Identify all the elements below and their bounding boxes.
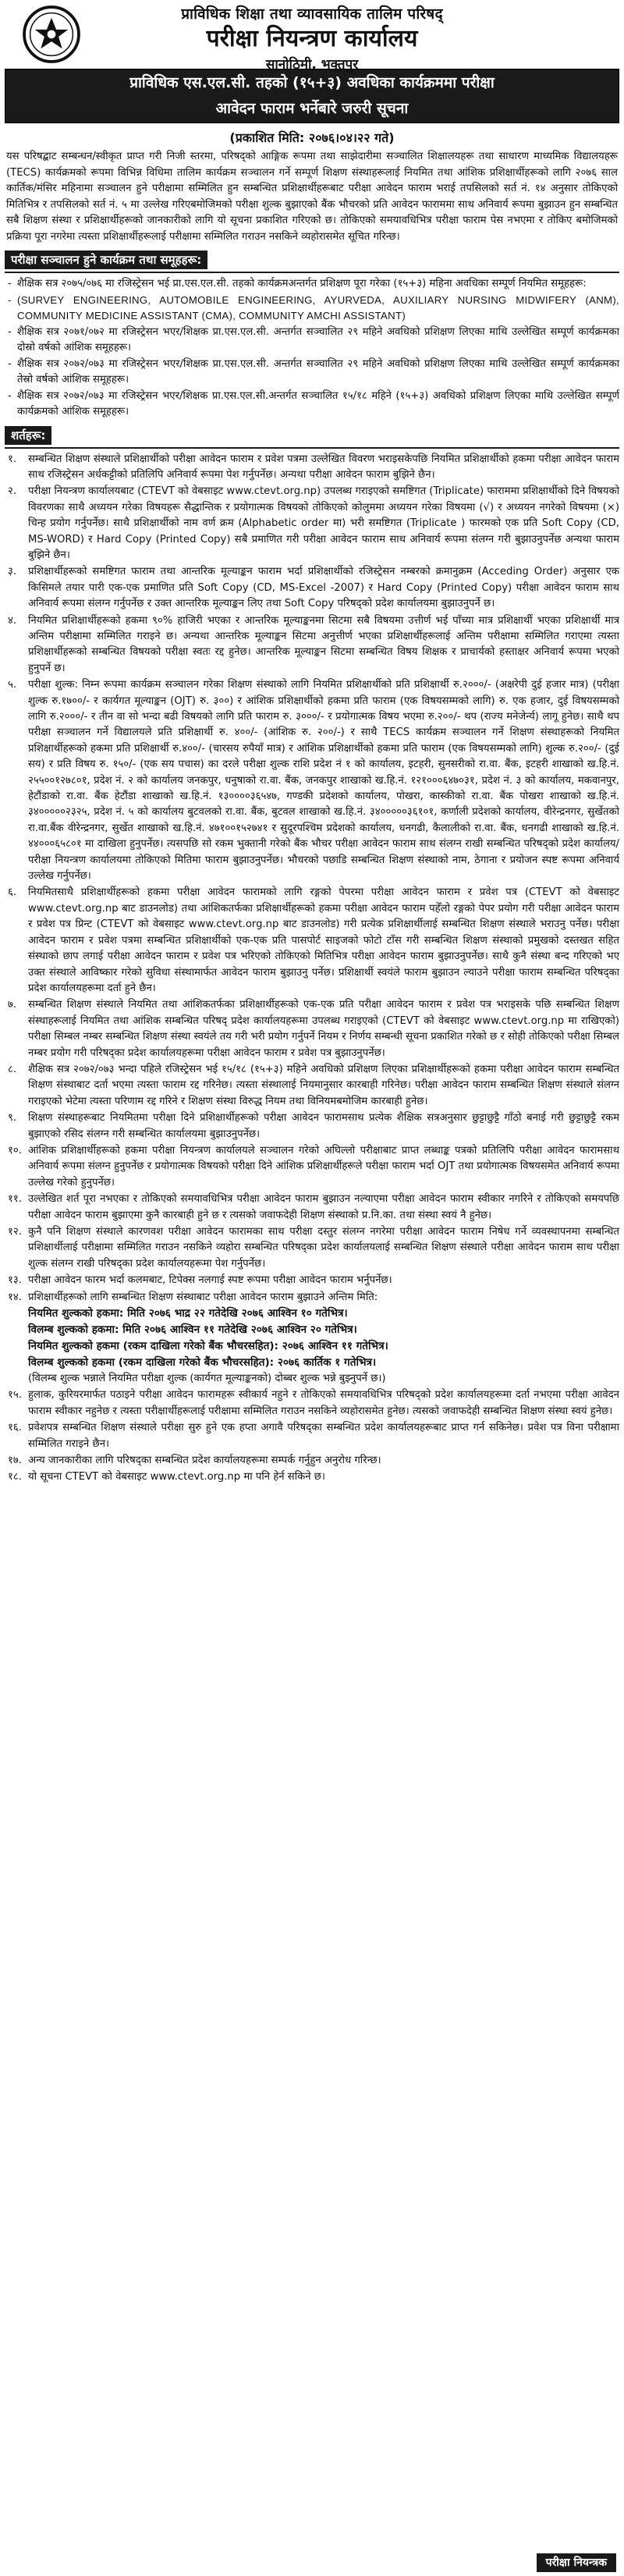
condition-number: ९. — [8, 1112, 17, 1125]
council-name: प्राविधिक शिक्षा तथा व्यावसायिक तालिम परिषद् — [181, 5, 443, 23]
condition-text: प्रशिक्षार्थीहरूको लागि सम्बन्धित शिक्षण संस्थाबाट परीक्षा आवेदन फाराम बुझाउने अन्तिम मिति: — [28, 1291, 378, 1303]
exam-controller-label: परीक्षा नियन्त्रक — [537, 2553, 616, 2572]
condition-text: परीक्षा आवेदन फारम भर्दा कलमबाट, टिपेक्स नलगाई स्पष्ट रूपमा परीक्षा आवेदन फाराम भर्नुपर्नेछ। — [28, 1274, 392, 1287]
condition-number: १८. — [8, 1471, 22, 1483]
conditions-heading: शर्तहरू: — [5, 426, 51, 445]
condition-number: १३. — [8, 1274, 22, 1287]
condition-item — [5, 1062, 619, 1110]
condition-text: प्रशिक्षार्थीहरूको समष्टिगत फाराम तथा आन्तरिक मूल्याङ्कन फाराम भर्दा प्रशिक्षार्थीको रजिस्ट्रेसन नम्बरको क्रमानुक्रम (Acceding Order) अनुसार एक किसिमले तयार पारी एक-एक प्रमाणित प्रति Soft Copy (CD, MS-Excel -2007) र Hard Copy (Printed Copy) परीक्षा आवेदन फाराम साथ अनिवार्य रूपमा संलग्न गर्नुपर्नेछ र उक्त आन्तरिक मूल्याङ्कन लिए तथा Soft Copy परिषद्को प्रदेश कार्यालयमा बुझाउनुपर्ने छ। — [28, 566, 619, 610]
condition-text: यो सूचना CTEVT को वेबसाइट www.ctevt.org.np मा पनि हेर्न सकिने छ। — [28, 1471, 325, 1483]
condition-item — [5, 1110, 619, 1142]
condition-item — [5, 1387, 619, 1419]
condition-item — [5, 484, 619, 563]
condition-item — [5, 1290, 619, 1387]
ctevt-logo-icon — [22, 5, 81, 64]
condition-text: अन्य जानकारीका लागि परिषद्का सम्बन्धित प्रदेश कार्यालयहरूमा सम्पर्क गर्नुहुन अनुरोध गरिन्छ। — [28, 1455, 381, 1467]
signature-footer — [537, 2554, 616, 2570]
deadline-regular-voucher: नियमित शुल्कको हकमा (रकम दाखिला गरेको बैंक भौचरसहित): २०७६ आश्विन ११ गतेभित्र। — [28, 1340, 388, 1353]
condition-item — [5, 1453, 619, 1469]
condition-item — [5, 452, 619, 484]
condition-number: ११. — [8, 1193, 22, 1206]
condition-number: ७. — [8, 999, 17, 1011]
condition-number: २. — [8, 485, 17, 498]
group-item: - शैक्षिक सत्र २०७५/०७६ मा रजिस्ट्रेसन भई प्रा.एस.एल.सी. तहको कार्यक्रमअन्तर्गत प्रशिक्षण पूरा गरेका (१५+३) महिना अवधिका सम्पूर्ण नियमित समूहहरू: — [5, 276, 619, 293]
conditions-list — [5, 452, 619, 1486]
condition-number: १. — [8, 453, 17, 465]
office-location: सानोठिमी, भक्तपुर — [265, 57, 359, 73]
condition-text: कुनै पनि शिक्षण संस्थाले कारणवश परीक्षा आवेदन फारामका साथ परीक्षा दस्तुर संलग्न नगरेमा परीक्षा आवेदन फाराम निषेध गर्ने व्यवस्थापनमा सम्बन्धित प्रशिक्षार्थीलाई परीक्षामा सम्मिलित गराउन नसकिने व्यहोरा सम्बन्धित परिषद्का प्रदेश कार्यालयलाई सम्बन्धित शिक्षण संस्थाले परीक्षा आवेदन फाराम साथ परीक्षा शुल्क संलग्न राखी परिषद्का प्रदेश कार्यालयहरूमा पेश गर्नुपर्नेछ। — [28, 1226, 619, 1270]
condition-number: १०. — [8, 1144, 22, 1157]
condition-text: परीक्षा नियन्त्रण कार्यालयबाट (CTEVT को वेबसाइट www.ctevt.org.np) उपलब्ध गराइएको समष्टिगत (Triplicate) फाराममा प्रशिक्षार्थीको दिने विषयको विवरणका साथै अध्ययन गरेका विषयहरू सैद्धान्तिक र प्रयोगात्मक विषयको तोकिएको कोलुममा अध्ययन गरेका विषयमा (√) र अध्ययन नगरेको विषयमा (×) चिन्ह प्रयोग गर्नुपर्नेछ। साथै प्रशिक्षार्थीको नाम वर्ण क्रम (Alphabetic order मा) भरी समष्टिगत (Triplicate ) फारमको एक प्रति Soft Copy (CD, MS-WORD) र Hard Copy (Printed Copy) सबै प्रमाणित गरी परीक्षा आवेदन फाराम साथ अनिवार्य रूपमा संलग्न गरी बुझाउनुपर्नेछ अन्यथा फाराम बुझिने छैन। — [28, 485, 619, 561]
header — [5, 0, 619, 73]
condition-item — [5, 1469, 619, 1485]
condition-number: १५. — [8, 1389, 22, 1402]
condition-item — [5, 1192, 619, 1224]
group-item: - शैक्षिक सत्र २०७२/०७३ मा रजिस्ट्रेसन भएर/शिक्षक प्रा.एस.एल.सी.अन्तर्गत सञ्चालित १५/१८ महिने (१५+३) अवधिको प्रशिक्षण लिएका माथि उल्लेखित सम्पूर्ण कार्यक्रमको आंशिक समूहहरू। — [5, 389, 619, 421]
condition-number: ४. — [8, 614, 17, 627]
condition-number: ८. — [8, 1063, 17, 1075]
notice-title-line1: प्राविधिक एस.एल.सी. तहको (१५+३) अवधिका कार्यक्रममा परीक्षा — [129, 74, 495, 91]
notice-title-banner — [5, 69, 619, 123]
condition-number: १४. — [8, 1291, 22, 1303]
deadline-list — [28, 1306, 619, 1371]
conditions-section-header — [5, 424, 619, 449]
condition-text: प्रवेशपत्र सम्बन्धित शिक्षण संस्थाले परीक्षा सुरु हुने एक हप्ता अगावै परिषद्का सम्बन्धित प्रदेश कार्यालयहरूबाट प्राप्त गर्न सकिनेछ। प्रवेश पत्र विना परीक्षामा सम्मिलित गराइने छैन। — [28, 1422, 619, 1450]
condition-text: नियमितसाथै प्रशिक्षार्थीहरूको हकमा परीक्षा आवेदन फारामको लागि रङ्गको पेपरमा परीक्षा आवेदन फाराम र प्रवेश पत्र (CTEVT को वेबसाइट www.ctevt.org.np बाट डाउनलोड) तथा आंशिकतर्फका प्रशिक्षार्थीहरूको हकमा परीक्षा आवेदन फाराम पहेँलो रङ्गको पेपर प्रयोग गरी परीक्षा आवेदन फाराम र प्रवेश पत्र प्रिन्ट (CTEVT को वेबसाइट www.ctevt.org.np बाट डाउनलोड) गरी प्रत्येक प्रशिक्षार्थीलाई सम्बन्धित शिक्षण संस्थाले भराउनु पर्नेछ। परीक्षा आवेदन फाराम र प्रवेश पत्रमा सम्बन्धित प्रशिक्षार्थीको एक-एक प्रति पासपोर्ट साइजको फोटो टाँस गरी सम्बन्धित शिक्षण संस्थाको प्रमुखको दस्तखत सहित संस्थाको छाप लगाई परीक्षा आवेदन फाराम र प्रवेश पत्र भरिएको तोकिएको मितिभित्र परीक्षा आवेदन फाराम बुझाउनुपर्नेछ। साथै कुनै संस्था बन्द गरिएको भए उक्त संस्थाले आविष्कार गरेको सुविधा संस्थामार्फत आवेदन फाराम बुझाउनु पर्नेछ। प्रशिक्षार्थी स्वयंले फाराम बुझाउन ल्याउने परीक्षा फाराम सम्बन्धित परिषद्का प्रदेश कार्यालयहरूमा दर्ता हुने छैन। — [28, 886, 619, 994]
group-item: - शैक्षिक सत्र २०७२/०७३ मा रजिस्ट्रेसन भएर/शिक्षक प्रा.एस.एल.सी. अन्तर्गत सञ्चालित २९ महिने अवधिको प्रशिक्षण लिएका माथि उल्लेखित सम्पूर्ण कार्यक्रमका तेस्रो वर्षको आंशिक समूहहरू। — [5, 357, 619, 389]
condition-number: ३. — [8, 566, 17, 578]
condition-text: परीक्षा शुल्क: निम्न रूपमा कार्यक्रम सञ्चालन गरेका शिक्षण संस्थाको लागि नियमित प्रशिक्षार्थीको प्रति प्रशिक्षार्थी रु.२०००/- (अक्षरेपी दुई हजार मात्र) (परीक्षा शुल्क रु.१७००/- र कार्यगत मूल्याङ्कन (OJT) रु. ३००) र आंशिक प्रशिक्षार्थीको हकमा प्रति फाराम (एक विषयसम्मको लागि) रु. एक हजार, दुई विषयसम्मको लागि रु.२०००/- र तीन वा सो भन्दा बढी विषयको लागि प्रति फाराम रु. ३०००/- र प्रयोगात्मक विषय भएमा रु.२००/- थप (राज्य मनेजेर्न्य) लागू हुनेछ। साथै थप परीक्षा सञ्चालन गर्ने विद्यालयले प्रति प्रशिक्षार्थी रु. ४००/- (आंशिक रु. २००/-) र साथै TECS कार्यक्रम सञ्चालन गर्ने शिक्षण संस्थाहरूको नियमित प्रशिक्षार्थीहरूको हकमा प्रति प्रशिक्षार्थी रु.४००/- (चारसय रुपैयाँ मात्र) र आंशिक प्रशिक्षार्थीको हकमा प्रति फाराम (एक विषयसम्मको लागि) शुल्क रु.२००/- (दुई सय) र प्रति विषय रु. १५०/- (एक सय पचास) का दरले परीक्षा शुल्क राशि प्रदेश नं १ को कार्यालय, इटहरी, सुनसरीको रा.वा. बैंक, इटहरी शाखाको ख.हि.नं. २५५००१२७८०१, प्रदेश नं. २ को कार्यालय जनकपुर, धनुषाको रा.वा. बैंक, जनकपुर शाखाको ख.हि.नं. १२१०००६४७०३१, प्रदेश नं. ३ को कार्यालय, मकवानपुर, हेटौंडाको रा.वा. बैंक हेटौंडा शाखाको ख.हि.नं. १३००००३६५४७, गण्डकी प्रदेशको कार्यालय, पोखरा, कास्कीको रा.वा. बैंक पोखरा शाखाको ख.हि.नं. ३४०००००२३२५, प्रदेश नं. ५ को कार्यालय बुटवलको रा.वा. बैंक, बुटवल शाखाको ख.हि.नं. ३४०००००३६१०१, कर्णाली प्रदेशको कार्यालय, वीरेन्द्रनगर, सुर्खेतको रा.वा.बैंक वीरेन्द्रनगर, सुर्खेत शाखाको ख.हि.नं. ४७१००१५२७४१ र सुदूरपश्चिम प्रदेशको कार्यालय, धनगढी, कैलालीको रा.वा. बैंक, धनगढी शाखाको ख.हि.नं. ४४०००६५८०१ मा दाखिला हुनुपर्नेछ। त्यसपछि सो रकम भुक्तानी गरेको बैंक भौचर परीक्षा आवेदन फाराम साथ संलग्न राखी सम्बन्धित परिषद्को प्रदेश कार्यालय/ परीक्षा नियन्त्रण कार्यालयमा तोकिएको मितिमा फाराम बुझाउनुपर्नेछ। भौचरको पछाडि सम्बन्धित शिक्षण संस्थाको नाम, ठेगाना र प्रयोजन स्पष्ट रूपमा अनिवार्य उल्लेख गर्नुपर्नेछ। — [28, 679, 619, 883]
notice-title-line2: आवेदन फाराम भर्नेबारे जरुरी सूचना — [215, 100, 409, 117]
condition-item — [5, 677, 619, 884]
condition-number: १२. — [8, 1226, 22, 1238]
condition-item — [5, 1224, 619, 1272]
condition-item — [5, 1273, 619, 1288]
condition-text: सम्बन्धित शिक्षण संस्थाले प्रशिक्षार्थीको परीक्षा आवेदन फाराम र प्रवेश पत्रमा उल्लेखित विवरण भराइसकेपछि नियमित प्रशिक्षार्थीको हकमा परीक्षा आवेदन फाराम साथ रजिस्ट्रेसन अर्धकट्टीको प्रतिलिपि अनिवार्य रूपमा पेश गर्नुपर्नेछ। अन्यथा परीक्षा आवेदन फाराम बुझिने छैन। — [28, 453, 619, 481]
condition-item — [5, 997, 619, 1061]
condition-text: सम्बन्धित शिक्षण संस्थाले नियमित तथा आंशिकतर्फका प्रशिक्षार्थीहरूको एक-एक प्रति परीक्षा आवेदन फाराम र प्रवेश पत्र भराइसके पछि सम्बन्धित शिक्षण संस्थाहरूलाई नियमित तथा आंशिक सम्बन्धित परिषद् प्रदेश कार्यालयहरूमा उपलब्ध गराइएको (CTEVT को वेबसाइट www.ctevt.org.np मा राखिएको) परीक्षा सिम्बल नम्बर सम्बन्धित शिक्षण संस्था स्वयंले तय गरी भरी प्रयोग गर्नुपर्ने नियम र निर्णय सम्बन्धी सूचना प्रकाशित गरेको छ र सोही तोकिएको परीक्षा सिम्बल नम्बर प्रयोग गरी परिषद्का प्रदेश कार्यालयहरूमा परीक्षा आवेदन फाराम र प्रवेश पत्र बुझाउनुपर्नेछ। — [28, 999, 619, 1059]
publish-date: (प्रकाशित मिति: २०७६।०४।२२ गते) — [229, 130, 395, 145]
office-name: परीक्षा नियन्त्रण कार्यालय — [206, 25, 418, 52]
condition-item — [5, 885, 619, 997]
condition-number: ५. — [8, 679, 17, 691]
condition-item — [5, 564, 619, 612]
condition-text: आंशिक प्रशिक्षार्थीहरूको हकमा परीक्षा नियन्त्रण कार्यालयले सञ्चालन गरेको अघिल्लो परीक्षाबाट प्राप्त लब्धाङ्क पत्रको प्रतिलिपि परीक्षा आवेदन फारामसाथ अनिवार्य रूपमा संलग्न हुनुपर्नेछ र प्रयोगात्मक विषयको परीक्षा दिने आंशिक प्रशिक्षार्थीहरूले परीक्षा फाराम भर्दा OJT तथा प्रयोगात्मक विषयसमेत अनिवार्य रूपमा उल्लेख गरेको हुनुपर्नेछ। — [28, 1144, 619, 1189]
deadline-late-voucher: विलम्ब शुल्कको हकमा (रकम दाखिला गरेको बैंक भौचरसहित): २०७६ कार्तिक १ गतेभित्र। — [28, 1356, 377, 1370]
condition-number: १६. — [8, 1422, 22, 1434]
groups-list — [5, 276, 619, 421]
condition-number: ६. — [8, 886, 17, 899]
condition-text: नियमित प्रशिक्षार्थीहरूको हकमा ९०% हाजिरी भएका र आन्तरिक मूल्याङ्कनमा सिटमा सबै विषयमा उत्तीर्ण भई पाँच्या मात्र प्रशिक्षार्थी भएका प्रशिक्षार्थी मात्र अन्तिम परीक्षामा सम्मिलित गराइने छ। अन्यथा आन्तरिक मूल्याङ्कन सिटमा अनुत्तीर्ण भएका प्रशिक्षार्थीहरूलाई अन्तिम परीक्षामा सम्मिलित गराएमा त्यस्ता प्रशिक्षार्थीहरूको सम्बन्धित विषयको परीक्षा स्वतः रद्द हुनेछ। आन्तरिक मूल्याङ्कन सिटमा सम्बन्धित विषय शिक्षक र प्राचार्यको हस्ताक्षर अनिवार्य रूपमा भएको हुनुपर्ने छ। — [28, 614, 619, 674]
condition-text: उल्लेखित शर्त पूरा नभएका र तोकिएको समयावधिभित्र परीक्षा आवेदन फाराम बुझाउन नल्याएमा परीक्षा आवेदन फाराम स्वीकार नगरिने र तोकिएको समयपछि परीक्षा आवेदन फाराम बुझाएमा कुनै कारबाही हुने छ र त्यसको जवाफदेही शिक्षण संस्थाको प्र.नि.का. तथा संस्था स्वयं नै हुनेछ। — [28, 1193, 619, 1221]
deadline-note: (विलम्ब शुल्क भन्नाले नियमित परीक्षा शुल्क (कार्यगत मूल्याङ्कनको) दोब्बर शुल्क भन्ने बुझ्नुपर्ने छ।) — [28, 1373, 386, 1385]
intro-paragraph: यस परिषद्बाट सम्बन्धन/स्वीकृत प्राप्त गरी निजी स्तरमा, परिषद्को आङ्गिक रूपमा तथा साझेदारीमा सञ्चालित शिक्षालयहरू तथा साधारण माध्यमिक विद्यालयहरू (TECS) कार्यक्रमको रूपमा विभिन्न विधिमा तालिम कार्यक्रम सञ्चालन गर्ने सम्पूर्ण शिक्षण संस्थाहरूलाई नियमित तथा आंशिक प्रशिक्षार्थीहरूको लागि २०७६ साल कार्तिक/मंसिर महिनामा सञ्चालन हुने परीक्षामा सम्मिलित हुन सम्बन्धित प्रशिक्षार्थीहरूबाट परीक्षा आवेदन फाराम भराई तपसिलको सर्त नं. १४ अनुसार तोकिएको मितिभित्र र तपसिलको सर्त नं. ५ मा उल्लेख गरिएबमोजिमको परीक्षा शुल्क बुझाएको बैंक भौचरको प्रति आवेदन फाराममा साथ अनिवार्य रूपमा बुझाउन हुन सम्बन्धित सबै शिक्षण संस्था र प्रशिक्षार्थीहरूको जानकारीको लागि यो सूचना प्रकाशित गरिएको छ। तोकिएको समयावधिभित्र परीक्षा फाराम पेस नभएमा र तोकिए बमोजिमको प्रक्रिया पूरा नगरेमा त्यस्ता प्रशिक्षार्थीहरूलाई परीक्षामा सम्मिलित गराउन नसकिने व्यहोरासमेत सूचित गरिन्छ। — [6, 151, 618, 243]
deadline-regular: नियमित शुल्कको हकमा: मिति २०७६ भाद्र २२ गतेदेखि २०७६ आश्विन १० गतेभित्र। — [28, 1307, 348, 1320]
condition-text: शिक्षण संस्थाहरूबाट नियमितमा परीक्षा दिने प्रशिक्षार्थीहरूको परीक्षा आवेदन फारामसाथ प्रत्येक शैक्षिक सत्रअनुसार छुट्टाछुट्टै गाँठो बनाई गरी छुट्टाछुट्टै रकम बुझाएको रसिद संलग्न गरी सम्बन्धित कार्यालयमा बुझाउनुपर्नेछ। — [28, 1112, 619, 1140]
condition-item — [5, 1420, 619, 1452]
deadline-late: विलम्ब शुल्कको हकमा: मिति २०७६ आश्विन ११ गतेदेखि २०७६ आश्विन २० गतेभित्र। — [28, 1324, 357, 1337]
condition-item — [5, 613, 619, 677]
groups-heading: परीक्षा सञ्चालन हुने कार्यक्रम तथा समूहहरू: — [5, 250, 207, 269]
groups-section-header — [5, 248, 619, 273]
condition-number: १७. — [8, 1455, 22, 1467]
condition-text: हुलाक, कुरियरमार्फत पठाइने परीक्षा आवेदन फारामहरू स्वीकार्य नहुने र तोकिएको समयावधिभित्र परिषद्को प्रदेश कार्यालयहरूमा दर्ता नभएमा परीक्षा आवेदन फाराम स्वीकार नहुनेछ र त्यस्ता परीक्षार्थीहरूलाई परीक्षामा सम्मिलित गराउन नसकिने व्यहोरासमेत हुनेछ। त्यसको जवाफदेही सम्बन्धित शिक्षण संस्था स्वयं हुनेछ। — [28, 1389, 619, 1417]
group-item: - (SURVEY ENGINEERING, AUTOMOBILE ENGINEERING, AYURVEDA, AUXILIARY NURSING MIDWIFERY (ANM), COMMUNITY MEDICINE ASSISTANT (CMA), COMMUNITY AMCHI ASSISTANT) — [5, 293, 619, 325]
group-item: - शैक्षिक सत्र २०७१/०७२ मा रजिस्ट्रेसन भएर/शिक्षक प्रा.एस.एल.सी. अन्तर्गत सञ्चालित २९ महिने अवधिको प्रशिक्षण लिएका माथि उल्लेखित सम्पूर्ण कार्यक्रमका दोस्रो वर्षको आंशिक समूहहरू। — [5, 325, 619, 357]
condition-item — [5, 1143, 619, 1191]
condition-text: शैक्षिक सत्र २०७२/०७३ भन्दा पहिले रजिस्ट्रेसन भई १५/१८ (१५+३) महिने अवधिको प्रशिक्षण लिएका प्रशिक्षार्थीहरूको हकमा परीक्षा आवेदन फाराम सम्बन्धित शिक्षण संस्थाबाट दर्ता भएमा त्यस्ता फाराम रद्द गरिनेछ। त्यस्ता संस्थालाई नियमानुसार कारबाही गरिनेछ। परीक्षा आवेदन फाराम सम्बन्धित शिक्षण संस्थाले संलग्न गराइएको भेटेमा त्यस्ता परिणाम रद्द गरिने र शिक्षण संस्था विरुद्ध नियम तथा विनियमबमोजिम कारबाही हुनेछ। — [28, 1063, 619, 1107]
